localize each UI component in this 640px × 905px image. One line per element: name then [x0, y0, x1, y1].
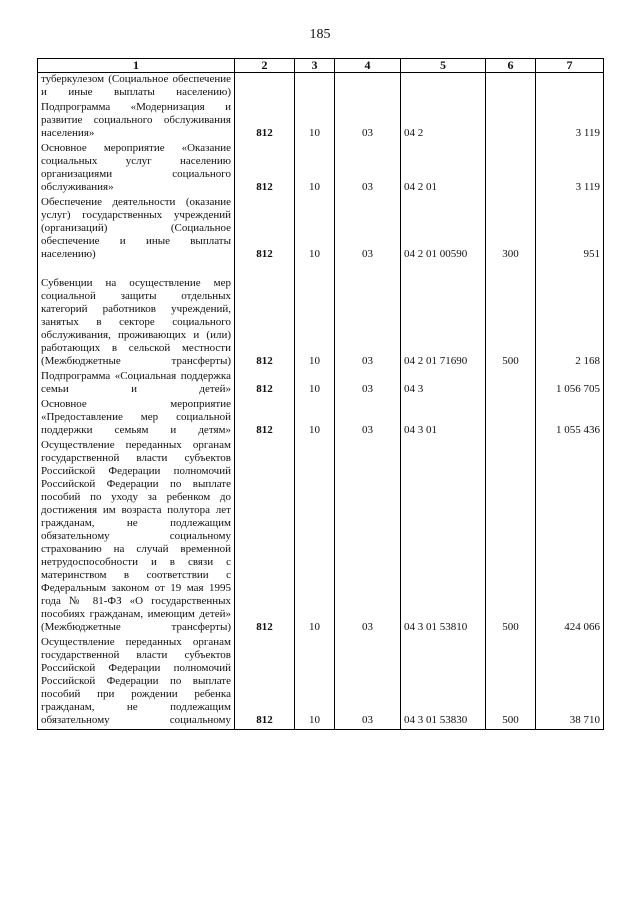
row-expense-type — [486, 142, 536, 196]
row-target-code: 04 2 01 71690 — [401, 277, 486, 370]
row-ministry-code: 812 — [235, 196, 295, 263]
row-expense-type: 500 — [486, 439, 536, 636]
row-ministry-code: 812 — [235, 439, 295, 636]
table-row — [38, 73, 604, 102]
row-amount: 2 168 — [536, 277, 604, 370]
row-subsection-code: 03 — [335, 398, 401, 439]
table-header-row — [38, 59, 604, 73]
table-row — [38, 142, 604, 196]
table-row — [38, 196, 604, 263]
row-ministry-code — [235, 73, 295, 102]
row-target-code: 04 3 01 53810 — [401, 439, 486, 636]
row-name: Осуществление переданных органам государственной власти субъектов Российской Федерации полномочий Российской Федерации по выплате пособий при рождении ребенка гражданам, не подлежащим обязательному социальному — [38, 636, 235, 730]
col-header-5: 5 — [401, 59, 486, 73]
table-row — [38, 370, 604, 398]
row-name: Основное мероприятие «Оказание социальных услуг населению организациями социального обслуживания» — [38, 142, 235, 196]
row-name: Подпрограмма «Модернизация и развитие социального обслуживания населения» — [38, 101, 235, 142]
row-expense-type — [486, 370, 536, 398]
row-target-code: 04 2 01 — [401, 142, 486, 196]
col-header-2: 2 — [235, 59, 295, 73]
row-amount: 3 119 — [536, 101, 604, 142]
row-section-code: 10 — [295, 142, 335, 196]
row-subsection-code: 03 — [335, 370, 401, 398]
row-amount: 3 119 — [536, 142, 604, 196]
table-row — [38, 398, 604, 439]
row-amount: 951 — [536, 196, 604, 263]
row-name: Обеспечение деятельности (оказание услуг) государственных учреждений (организаций) (Социальное обеспечение и иные выплаты населению) — [38, 196, 235, 263]
row-section-code: 10 — [295, 101, 335, 142]
row-amount: 38 710 — [536, 636, 604, 730]
row-target-code: 04 3 01 53830 — [401, 636, 486, 730]
row-target-code: 04 2 01 00590 — [401, 196, 486, 263]
row-expense-type — [486, 101, 536, 142]
row-name: туберкулезом (Социальное обеспечение и иные выплаты населению) — [38, 73, 235, 102]
budget-table — [37, 58, 604, 730]
row-section-code: 10 — [295, 370, 335, 398]
col-header-3: 3 — [295, 59, 335, 73]
table-row — [38, 636, 604, 730]
col-header-6: 6 — [486, 59, 536, 73]
row-ministry-code: 812 — [235, 636, 295, 730]
row-ministry-code: 812 — [235, 370, 295, 398]
row-subsection-code: 03 — [335, 142, 401, 196]
row-name: Подпрограмма «Социальная поддержка семьи и детей» — [38, 370, 235, 398]
row-subsection-code: 03 — [335, 196, 401, 263]
row-name: Осуществление переданных органам государственной власти субъектов Российской Федерации полномочий Российской Федерации по выплате пособий по уходу за ребенком до достижения им возраста полутора лет гражданам, не подлежащим обязательному социальному страхованию на случай временной нетрудоспособности и в связи с материнством в соответствии с Федеральным законом от 19 мая 1995 года № 81-ФЗ «О государственных пособиях гражданам, имеющим детей» (Межбюджетные трансферты) — [38, 439, 235, 636]
row-name: Субвенции на осуществление мер социальной защиты отдельных категорий работников учреждений, занятых в секторе социального обслуживания, проживающих и (или) работающих в сельской местности (Межбюджетные трансферты) — [38, 277, 235, 370]
row-subsection-code: 03 — [335, 101, 401, 142]
row-section-code — [295, 73, 335, 102]
row-expense-type — [486, 398, 536, 439]
row-section-code: 10 — [295, 439, 335, 636]
row-ministry-code: 812 — [235, 398, 295, 439]
table-row — [38, 277, 604, 370]
row-target-code: 04 3 01 — [401, 398, 486, 439]
row-expense-type: 300 — [486, 196, 536, 263]
col-header-7: 7 — [536, 59, 604, 73]
row-subsection-code: 03 — [335, 439, 401, 636]
row-spacer — [38, 263, 604, 277]
row-name: Основное мероприятие «Предоставление мер социальной поддержки семьям и детям» — [38, 398, 235, 439]
row-amount: 1 055 436 — [536, 398, 604, 439]
row-subsection-code — [335, 73, 401, 102]
row-target-code — [401, 73, 486, 102]
row-amount — [536, 73, 604, 102]
row-expense-type: 500 — [486, 277, 536, 370]
row-target-code: 04 3 — [401, 370, 486, 398]
table-row — [38, 101, 604, 142]
table-row — [38, 439, 604, 636]
page-number: 185 — [309, 27, 331, 42]
col-header-4: 4 — [335, 59, 401, 73]
row-ministry-code: 812 — [235, 142, 295, 196]
row-section-code: 10 — [295, 277, 335, 370]
row-target-code: 04 2 — [401, 101, 486, 142]
row-subsection-code: 03 — [335, 277, 401, 370]
col-header-1: 1 — [38, 59, 235, 73]
row-section-code: 10 — [295, 196, 335, 263]
row-subsection-code: 03 — [335, 636, 401, 730]
row-section-code: 10 — [295, 636, 335, 730]
row-amount: 424 066 — [536, 439, 604, 636]
row-section-code: 10 — [295, 398, 335, 439]
row-expense-type: 500 — [486, 636, 536, 730]
row-ministry-code: 812 — [235, 101, 295, 142]
row-amount: 1 056 705 — [536, 370, 604, 398]
row-ministry-code: 812 — [235, 277, 295, 370]
row-expense-type — [486, 73, 536, 102]
